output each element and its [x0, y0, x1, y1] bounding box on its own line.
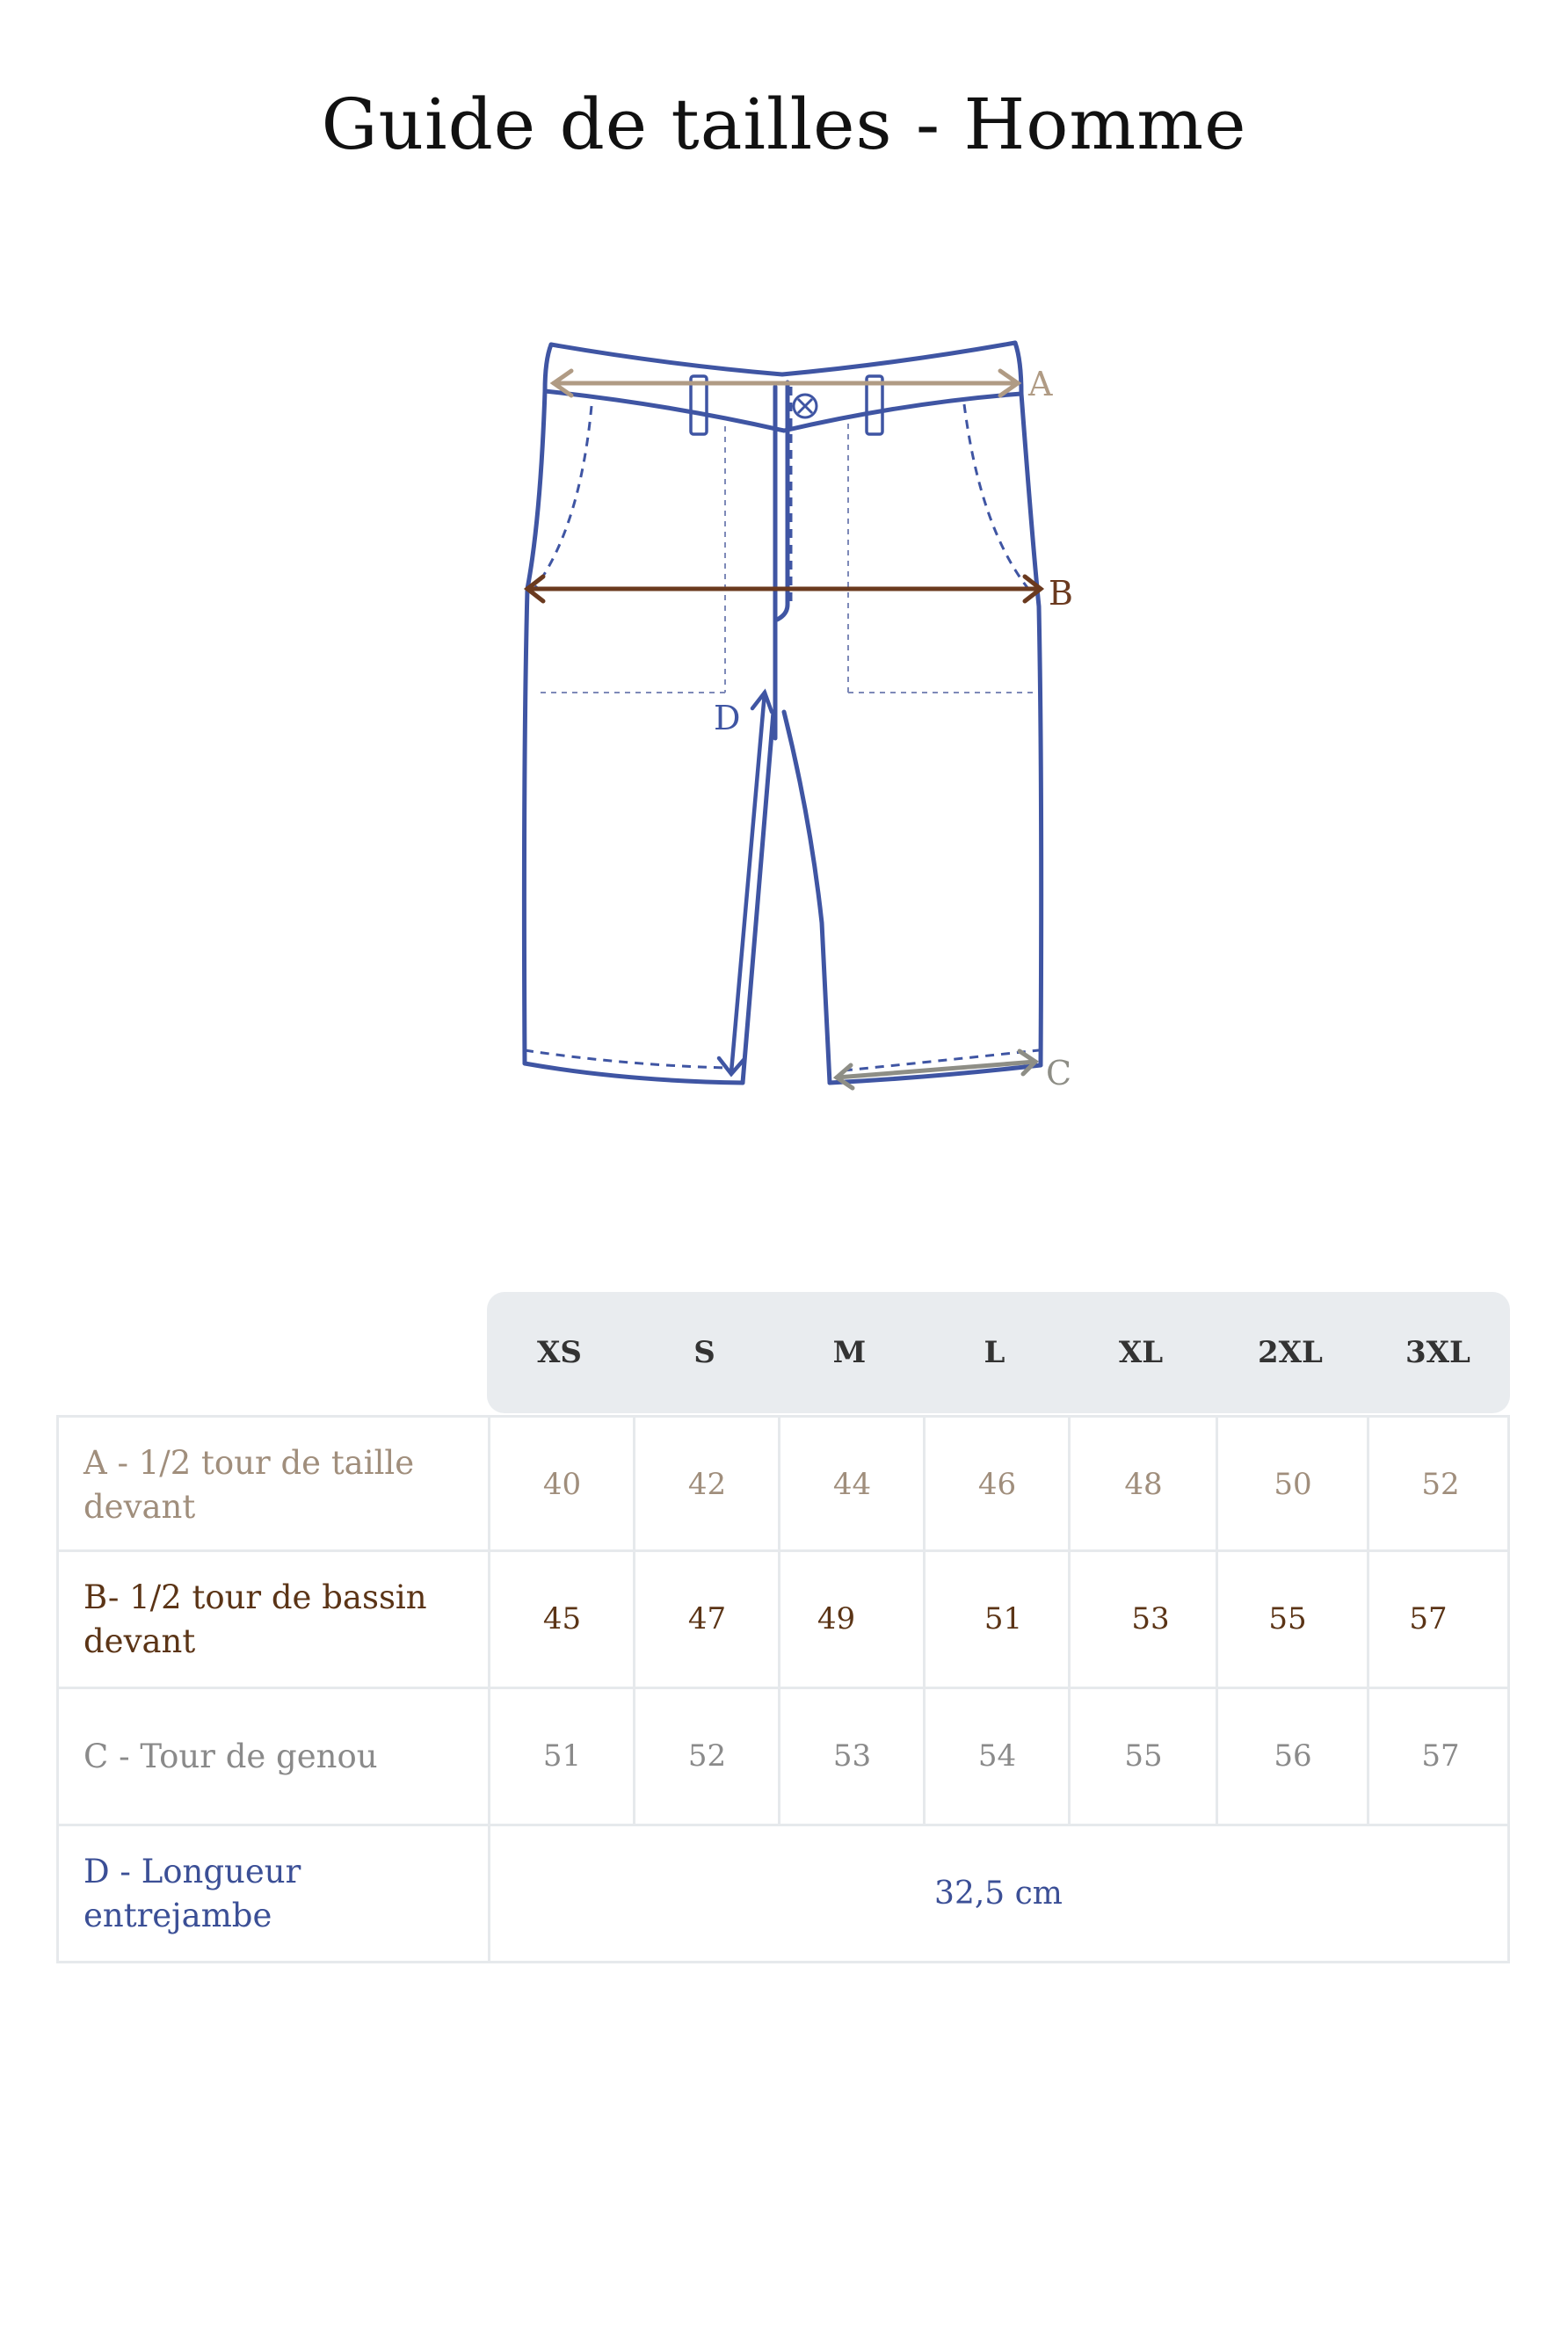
- shorts-diagram: [492, 325, 1107, 1099]
- stitching-details: [525, 387, 1039, 1070]
- table-row: [56, 1415, 1510, 1552]
- row-label: C - Tour de genou: [83, 1737, 378, 1775]
- cell-value: 51: [542, 1738, 582, 1774]
- size-header-l: L: [984, 1335, 1005, 1370]
- button-icon: [794, 395, 817, 417]
- measure-c-label: C: [1046, 1054, 1072, 1092]
- row-label: B- 1/2 tour de bassin devant: [83, 1578, 427, 1660]
- column-divider: [1068, 1552, 1071, 1687]
- size-header-2xl: 2XL: [1258, 1335, 1323, 1370]
- cell-value: 57: [1409, 1601, 1448, 1636]
- cell-value: 40: [542, 1467, 582, 1502]
- size-header-3xl: 3XL: [1405, 1335, 1470, 1370]
- shorts-outline: [524, 343, 1041, 1083]
- cell-value: 46: [977, 1467, 1017, 1502]
- table-row: [56, 1552, 1510, 1689]
- size-header-xs: XS: [537, 1335, 582, 1370]
- measure-d-label: D: [714, 699, 741, 737]
- cell-value: 55: [1124, 1738, 1163, 1774]
- cell-value: 48: [1124, 1467, 1163, 1502]
- cell-value: 57: [1421, 1738, 1460, 1774]
- cell-value: 52: [1421, 1467, 1460, 1502]
- cell-value: 54: [977, 1738, 1017, 1774]
- size-header-s: S: [693, 1335, 715, 1370]
- merged-value: 32,5 cm: [934, 1876, 1063, 1912]
- cell-value: 55: [1268, 1601, 1307, 1636]
- cell-value: 49: [817, 1601, 856, 1636]
- column-divider: [923, 1552, 926, 1687]
- cell-value: 53: [832, 1738, 872, 1774]
- cell-value: 51: [984, 1601, 1023, 1636]
- measure-b-label: B: [1049, 574, 1073, 613]
- cell-value: 47: [687, 1601, 727, 1636]
- measure-d-arrow: [719, 693, 772, 1074]
- size-header-m: M: [832, 1335, 867, 1370]
- cell-value: 56: [1274, 1738, 1312, 1774]
- cell-value: 45: [542, 1601, 582, 1636]
- measure-b-arrow: [527, 577, 1041, 601]
- cell-value: 53: [1131, 1601, 1170, 1636]
- cell-value: 52: [687, 1738, 727, 1774]
- cell-value: 42: [687, 1467, 727, 1502]
- row-label: D - Longueur entrejambe: [83, 1852, 301, 1934]
- page-title: Guide de tailles - Homme: [321, 83, 1247, 165]
- cell-value: 50: [1274, 1467, 1312, 1502]
- cell-value: 44: [832, 1467, 872, 1502]
- table-row: [56, 1689, 1510, 1826]
- row-label: A - 1/2 tour de taille devant: [83, 1443, 415, 1526]
- measure-a-label: A: [1028, 365, 1053, 403]
- size-header-xl: XL: [1118, 1335, 1164, 1370]
- table-row: [56, 1826, 1510, 1963]
